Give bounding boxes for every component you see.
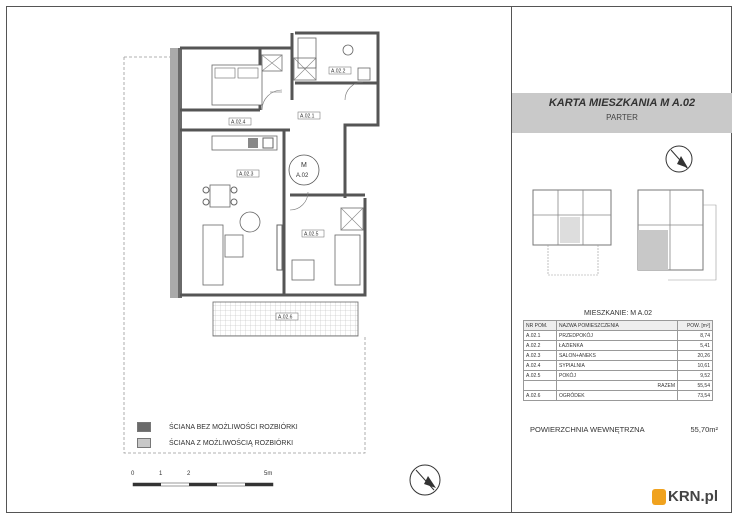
room-label-1: A.02.1 bbox=[300, 113, 315, 120]
armchair bbox=[240, 212, 260, 232]
scale-label: 2 bbox=[187, 471, 191, 477]
scale-label: 5m bbox=[264, 471, 273, 477]
scale-label: 1 bbox=[159, 471, 163, 477]
scale-label: 0 bbox=[131, 471, 135, 477]
key-plan-right bbox=[628, 185, 718, 285]
table-row: A.02.6 OGRÓDEK 73,54 bbox=[524, 391, 713, 401]
table-row: A.02.1 PRZEDPOKÓJ 8,74 bbox=[524, 331, 713, 341]
rooms-table bbox=[523, 320, 713, 401]
room-label-6: A.02.6 bbox=[278, 314, 293, 321]
key-plan-left bbox=[528, 185, 618, 280]
table-row: A.02.5 POKÓJ 9,52 bbox=[524, 371, 713, 381]
col-header: POW. [m²] bbox=[678, 321, 713, 331]
sheet-subtitle: PARTER bbox=[606, 113, 638, 122]
col-header: NAZWA POMIESZCZENIA bbox=[557, 321, 678, 331]
table-sum-row: RAZEM 55,54 bbox=[524, 381, 713, 391]
scale-bar bbox=[133, 483, 273, 486]
legend-swatch bbox=[137, 422, 151, 432]
room-label-3: A.02.3 bbox=[239, 171, 254, 178]
room-label-5: A.02.5 bbox=[304, 231, 319, 238]
legend-swatch bbox=[137, 438, 151, 448]
internal-area-label: POWIERZCHNIA WEWNĘTRZNA bbox=[530, 425, 645, 434]
table-title: MIESZKANIE: M A.02 bbox=[583, 310, 653, 317]
sofa bbox=[203, 225, 223, 285]
legend-item: ŚCIANA Z MOŻLIWOŚCIĄ ROZBIÓRKI bbox=[137, 438, 293, 448]
room-label-2: A.02.2 bbox=[331, 68, 346, 75]
sheet-title: KARTA MIESZKANIA M A.02 bbox=[548, 97, 696, 109]
bed bbox=[212, 65, 262, 105]
internal-area-value: 55,70m² bbox=[690, 425, 718, 434]
table-row: A.02.2 ŁAZIENKA 5,41 bbox=[524, 341, 713, 351]
logo-icon bbox=[652, 489, 666, 505]
svg-text:M: M bbox=[301, 162, 307, 169]
compass-icon bbox=[663, 143, 695, 175]
bed-room5 bbox=[335, 235, 360, 285]
svg-text:A.02: A.02 bbox=[296, 173, 309, 179]
dining-table bbox=[210, 185, 230, 207]
north-arrow-icon bbox=[410, 465, 440, 495]
table-row: A.02.4 SYPIALNIA 10,61 bbox=[524, 361, 713, 371]
legend-item: ŚCIANA BEZ MOŻLIWOŚCI ROZBIÓRKI bbox=[137, 422, 298, 432]
room-label-4: A.02.4 bbox=[231, 119, 246, 126]
unit-marker bbox=[289, 155, 319, 185]
garden-boundary bbox=[124, 57, 365, 453]
desk bbox=[292, 260, 314, 280]
toilet bbox=[343, 45, 353, 55]
sheet-divider bbox=[511, 6, 512, 513]
krn-logo[interactable]: KRN.pl bbox=[652, 488, 718, 505]
west-wall bbox=[170, 48, 178, 298]
table-row: A.02.3 SALON+ANEKS 20,26 bbox=[524, 351, 713, 361]
col-header: NR POM. bbox=[524, 321, 557, 331]
